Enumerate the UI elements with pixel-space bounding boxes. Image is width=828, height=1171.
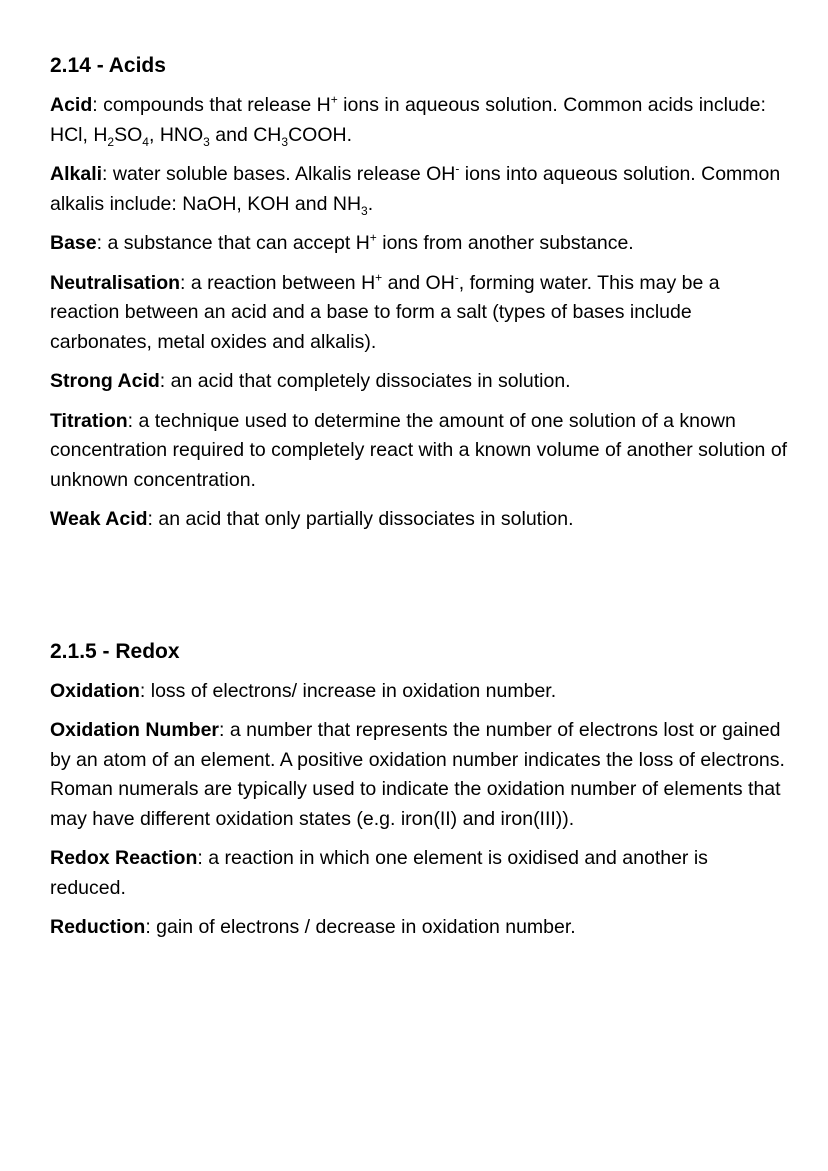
definition-text: ions from another substance.: [376, 232, 634, 254]
superscript-text: +: [369, 230, 377, 245]
definition-text: : gain of electrons / decrease in oxidation number.: [145, 916, 576, 938]
subscript-text: 2: [107, 134, 115, 149]
superscript-text: +: [375, 270, 383, 284]
definition-text: : an acid that only partially dissociates in solution.: [147, 508, 574, 530]
superscript-text: -: [455, 161, 460, 176]
definition-item: [50, 407, 788, 496]
superscript-text: +: [330, 92, 338, 107]
definition-term: Reduction: [50, 916, 146, 938]
definition-term: Base: [50, 232, 97, 254]
definition-item: [50, 91, 788, 150]
definition-text: : an acid that completely dissociates in solution.: [159, 370, 571, 392]
subscript-text: 3: [281, 134, 289, 149]
definition-text: : a number that represents the number of electrons lost or gained by an atom of an element. A positive oxidation number indicates the loss of electrons. Roman numerals are typically used to indicate the oxidation number of elements that may have different oxidation states (e.g. iron(II) and iron(III)).: [50, 719, 785, 830]
definition-text: COOH.: [288, 123, 352, 146]
subscript-text: 3: [361, 203, 368, 218]
subscript-text: 3: [203, 134, 210, 149]
definition-text: : a substance that can accept H: [96, 232, 370, 254]
definition-list-acids: [50, 91, 788, 535]
definition-item: [50, 716, 788, 834]
definition-item: [50, 505, 788, 535]
definition-item: [50, 367, 788, 397]
definition-item: [50, 844, 788, 903]
definition-item: [50, 913, 788, 943]
definition-term: Weak Acid: [50, 508, 148, 530]
definition-text: and CH: [209, 123, 282, 146]
definition-text: , forming water. This may be a reaction between an acid and a base to form a salt (types of bases include carbonates, metal oxides and alkalis).: [50, 271, 720, 353]
definition-text: ions into aqueous solution. Common alkalis include: NaOH, KOH and NH: [50, 163, 781, 215]
definition-text: : water soluble bases. Alkalis release OH: [102, 163, 456, 185]
definition-term: Alkali: [50, 163, 103, 185]
definition-item: [50, 677, 788, 707]
definition-text: and OH: [382, 271, 455, 294]
section-title-redox: 2.1.5 - Redox: [50, 639, 180, 663]
definition-term: Acid: [50, 94, 93, 116]
definition-text: : a reaction in which one element is oxidised and another is reduced.: [50, 847, 708, 899]
definition-text: : loss of electrons/ increase in oxidation number.: [139, 679, 557, 702]
subscript-text: 4: [142, 134, 149, 149]
section-redox: [50, 639, 788, 943]
section-title-acids: 2.14 - Acids: [50, 54, 166, 77]
definition-term: Neutralisation: [50, 271, 181, 294]
definition-text: .: [367, 192, 374, 215]
definition-term: Strong Acid: [50, 370, 160, 392]
definition-item: [50, 229, 788, 259]
definition-item: [50, 160, 788, 219]
superscript-text: -: [454, 270, 459, 284]
definition-item: [50, 269, 788, 358]
definition-text: ions in aqueous solution. Common acids include: HCl, H: [50, 94, 766, 146]
definition-term: Oxidation: [50, 679, 140, 702]
definition-term: Titration: [50, 409, 128, 432]
definition-term: Oxidation Number: [50, 719, 220, 741]
definition-term: Redox Reaction: [50, 847, 198, 869]
section-acids: [50, 53, 788, 535]
definition-text: : a technique used to determine the amount of one solution of a known concentration required to completely react with a known volume of another solution of unknown concentration.: [50, 409, 788, 491]
definition-text: : compounds that release H: [92, 94, 331, 116]
definition-text: , HNO: [148, 123, 204, 146]
definition-text: : a reaction between H: [180, 271, 376, 294]
definition-list-redox: [50, 677, 788, 943]
definition-text: SO: [114, 123, 143, 146]
